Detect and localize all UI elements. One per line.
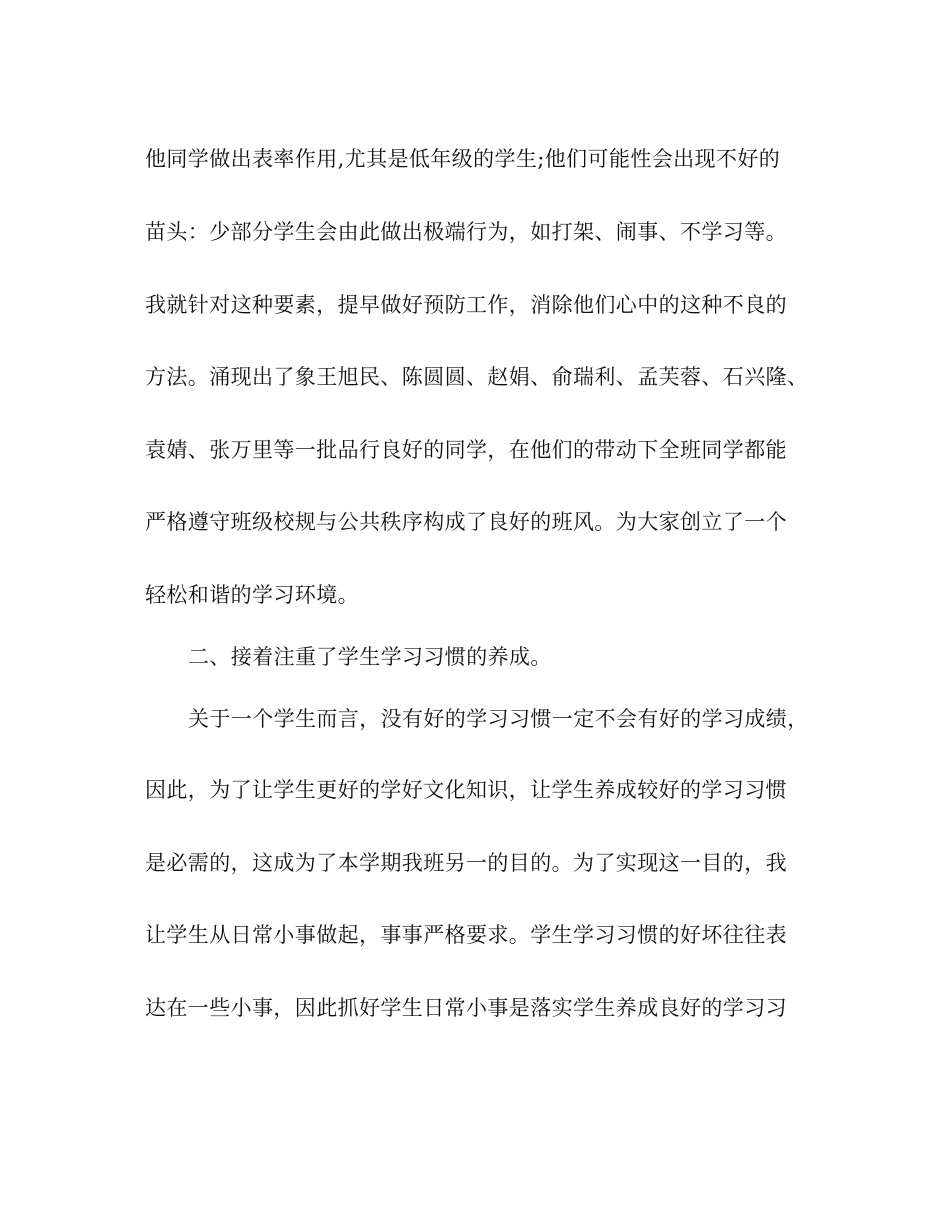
paragraph-line: 轻松和谐的学习环境。 xyxy=(145,583,359,607)
paragraph-line: 他同学做出表率作用,尤其是低年级的学生;他们可能性会出现不好的 xyxy=(145,147,781,171)
paragraph-line: 因此，为了让学生更好的学好文化知识，让学生养成较好的学习习惯 xyxy=(145,778,787,802)
paragraph-line: 是必需的，这成为了本学期我班另一的目的。为了实现这一目的，我 xyxy=(145,851,787,875)
paragraph-line: 达在一些小事，因此抓好学生日常小事是落实学生养成良好的学习习 xyxy=(145,996,787,1020)
paragraph-line: 严格遵守班级校规与公共秩序构成了良好的班风。为大家创立了一个 xyxy=(145,510,787,534)
paragraph-line: 苗头：少部分学生会由此做出极端行为，如打架、闹事、不学习等。 xyxy=(145,220,787,244)
paragraph-line: 方法。涌现出了象王旭民、陈圆圆、赵娟、俞瑞利、孟芙蓉、石兴隆、 xyxy=(145,365,809,389)
paragraph-line: 让学生从日常小事做起，事事严格要求。学生学习习惯的好坏往往表 xyxy=(145,923,787,947)
paragraph-line: 袁婧、张万里等一批品行良好的同学，在他们的带动下全班同学都能 xyxy=(145,438,787,462)
section-heading: 二、接着注重了学生学习习惯的养成。 xyxy=(188,645,552,669)
paragraph-line: 关于一个学生而言，没有好的学习习惯一定不会有好的学习成绩， xyxy=(188,707,809,731)
paragraph-line: 我就针对这种要素，提早做好预防工作，消除他们心中的这种不良的 xyxy=(145,293,787,317)
